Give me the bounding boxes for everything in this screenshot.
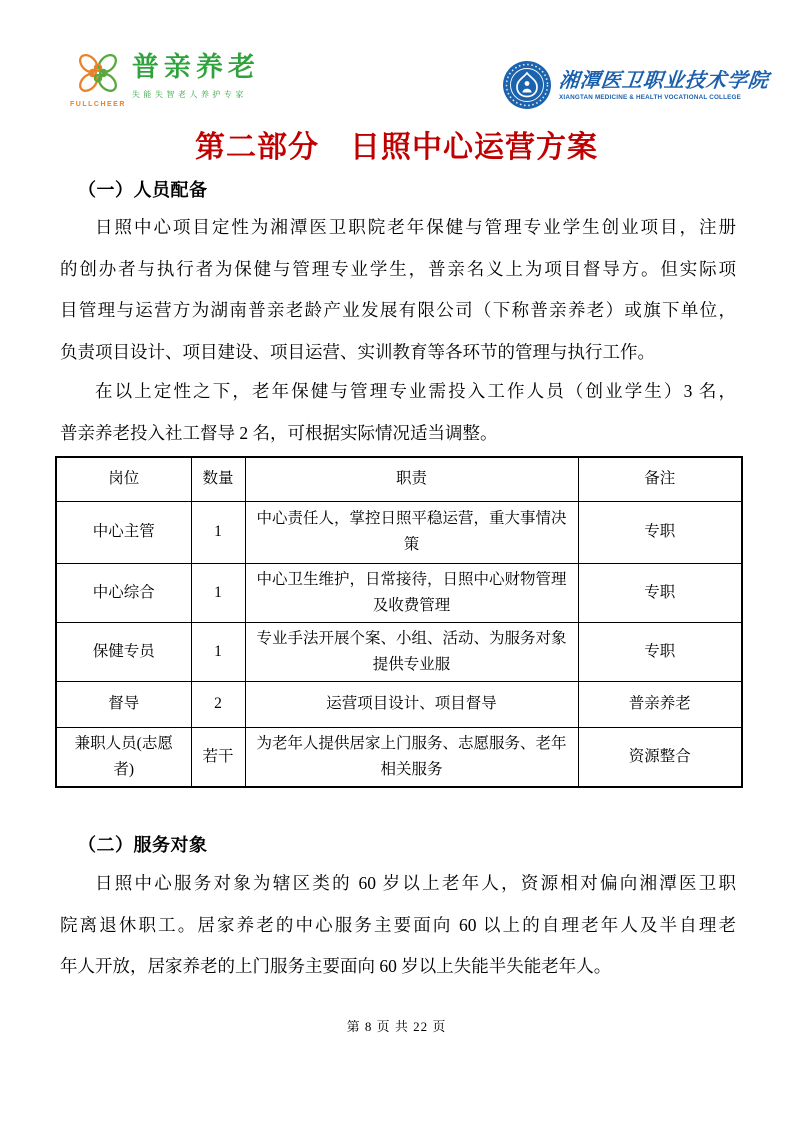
college-cn-name: 湘潭医卫职业技术学院: [557, 69, 771, 92]
table-cell: 普亲养老: [578, 681, 742, 727]
page-number: 第 8 页 共 22 页: [346, 1019, 447, 1034]
table-cell: 资源整合: [578, 727, 742, 787]
college-logo: [502, 60, 769, 110]
paragraph-line: 目管理与运营方为湖南普亲老龄产业发展有限公司（下称普亲养老）或旗下单位，: [60, 300, 736, 320]
section-1-heading: （一）人员配备: [78, 180, 208, 200]
table-cell: 运营项目设计、项目督导: [245, 681, 578, 727]
fullcheer-flower-icon: [72, 48, 124, 100]
paragraph-line: 普亲养老投入社工督导 2 名，可根据实际情况适当调整。: [60, 422, 498, 443]
fullcheer-logo-cn-name: 普亲养老: [131, 52, 260, 82]
section-1-paragraph-2: [60, 371, 736, 454]
table-header-cell: 岗位: [56, 457, 191, 501]
section-2-paragraph-1: [60, 863, 736, 988]
table-cell: 专职: [578, 563, 742, 622]
table-cell: 若干: [191, 727, 245, 787]
paragraph-line: 日照中心项目定性为湘潭医卫职院老年保健与管理专业学生创业项目，注册: [95, 217, 736, 237]
table-header-cell: 职责: [245, 457, 578, 501]
college-en-name: XIANGTAN MEDICINE & HEALTH VOCATIONAL COLLEGE: [559, 93, 742, 101]
fullcheer-logo-icon-block: [70, 48, 126, 108]
table-cell: 为老年人提供居家上门服务、志愿服务、老年相关服务: [245, 727, 578, 787]
paragraph-line: 的创办者与执行者为保健与管理专业学生，普亲名义上为项目督导方。但实际项: [60, 258, 736, 279]
paragraph-line: 年人开放，居家养老的上门服务主要面向 60 岁以上失能半失能老年人。: [60, 956, 612, 976]
table-cell: 督导: [56, 681, 191, 727]
fullcheer-logo: [70, 48, 260, 108]
table-row: [56, 501, 742, 563]
table-header-row: [56, 457, 742, 501]
table-cell: 中心综合: [56, 563, 191, 622]
table-header-cell: 数量: [191, 457, 245, 501]
table-cell: 2: [191, 681, 245, 727]
table-cell: 兼职人员(志愿者): [56, 727, 191, 787]
document-title: 第二部分 日照中心运营方案: [195, 131, 598, 164]
table-cell: 专业手法开展个案、小组、活动、为服务对象提供专业服: [245, 622, 578, 681]
table-cell: 保健专员: [56, 622, 191, 681]
table-cell: 1: [191, 622, 245, 681]
fullcheer-logo-en-name: FULLCHEER: [70, 101, 126, 108]
table-row: [56, 622, 742, 681]
college-seal-icon: [502, 60, 552, 110]
section-1-paragraph-1: [60, 207, 736, 373]
paragraph-line: 院离退休职工。居家养老的中心服务主要面向 60 以上的自理老年人及半自理老: [60, 914, 736, 935]
table-cell: 1: [191, 501, 245, 563]
table-row: [56, 563, 742, 622]
table-cell: 中心卫生维护，日常接待，日照中心财物管理及收费管理: [245, 563, 578, 622]
table-row: [56, 727, 742, 787]
paragraph-line: 在以上定性之下，老年保健与管理专业需投入工作人员（创业学生）3 名，: [95, 381, 736, 401]
table-header-cell: 备注: [578, 457, 742, 501]
paragraph-line: 日照中心服务对象为辖区类的 60 岁以上老年人，资源相对偏向湘潭医卫职: [95, 873, 736, 893]
table-cell: 中心主管: [56, 501, 191, 563]
staffing-table: [55, 456, 743, 788]
table-cell: 专职: [578, 501, 742, 563]
paragraph-line: 负责项目设计、项目建设、项目运营、实训教育等各环节的管理与执行工作。: [60, 341, 655, 362]
table-cell: 中心责任人，掌控日照平稳运营，重大事情决策: [245, 501, 578, 563]
table-cell: 专职: [578, 622, 742, 681]
fullcheer-logo-tagline: 失能失智老人养护专家: [131, 90, 247, 99]
section-2-heading: （二）服务对象: [78, 835, 208, 855]
table-row: [56, 681, 742, 727]
table-cell: 1: [191, 563, 245, 622]
